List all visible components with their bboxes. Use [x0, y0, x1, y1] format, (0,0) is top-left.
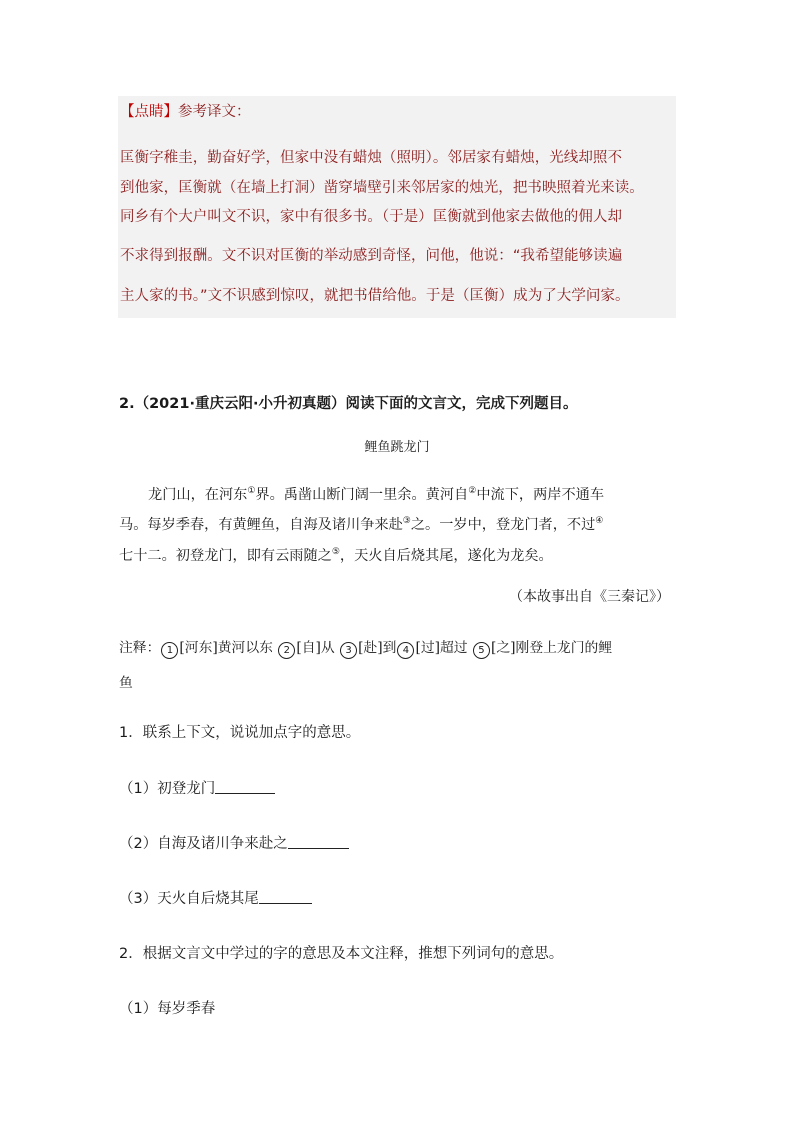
footnote-marker: ⑤	[331, 547, 340, 557]
passage-line-3	[119, 542, 553, 566]
annotation-text: [自]从	[296, 640, 335, 656]
translation-line-3: 同乡有个大户叫文不识，家中有很多书。（于是）匡衡就到他家去做他的佣人却	[120, 209, 622, 225]
annotation-text: [过]超过	[415, 640, 468, 656]
subquestion-2-item-1: （1）每岁季春	[119, 1001, 216, 1017]
passage-text: 中流下，两岸不通车	[476, 487, 605, 503]
translation-line-1: 匡衡字稚圭，勤奋好学，但家中没有蜡烛（照明）。邻居家有蜡烛，光线却照不	[120, 150, 622, 166]
circled-number-4: 4	[397, 642, 414, 659]
annotations-wrap: 鱼	[119, 675, 133, 691]
subquestion-1-item-1	[119, 779, 275, 799]
passage-source: （本故事出自《三秦记》）	[509, 589, 670, 605]
commentary-heading	[120, 102, 251, 122]
commentary-box	[118, 96, 676, 318]
footnote-marker: ②	[468, 486, 477, 496]
footnote-marker: ①	[247, 486, 256, 496]
passage-text: 之。一岁中，登龙门者，不过	[410, 517, 596, 533]
passage-text: 龙门山，在河东	[148, 487, 248, 503]
subquestion-1-prompt: 1．联系上下文，说说加点字的意思。	[119, 725, 361, 741]
commentary-label: 参考译文：	[178, 104, 251, 120]
passage-text: 马。每岁季春，有黄鲤鱼，自海及诸川争来赴	[119, 517, 403, 533]
answer-blank[interactable]	[259, 889, 312, 904]
passage-text: 七十二。初登龙门，即有云雨随之	[119, 548, 332, 564]
circled-number-2: 2	[278, 642, 295, 659]
subquestion-1-item-2	[119, 834, 349, 854]
annotations-line	[119, 638, 612, 659]
circled-number-3: 3	[340, 642, 357, 659]
passage-title: 鲤鱼跳龙门	[364, 440, 430, 455]
answer-blank[interactable]	[215, 779, 275, 794]
annotation-text: [河东]黄河以东	[179, 640, 273, 656]
circled-number-1: 1	[161, 642, 178, 659]
item-text: （2）自海及诸川争来赴之	[119, 836, 288, 852]
item-text: （3）天火自后烧其尾	[119, 891, 259, 907]
passage-text: ，天火自后烧其尾，遂化为龙矣。	[339, 548, 553, 564]
passage-line-1	[148, 481, 604, 505]
commentary-tag: 【点睛】	[120, 104, 178, 120]
annotation-text: [之]刚登上龙门的鲤	[490, 640, 613, 656]
subquestion-2-prompt: 2．根据文言文中学过的字的意思及本文注释，推想下列词句的意思。	[119, 946, 564, 962]
circled-number-5: 5	[473, 642, 490, 659]
annotation-text: [赴]到	[358, 640, 397, 656]
footnote-marker: ③	[402, 516, 411, 526]
question-title: 2.（2021·重庆云阳·小升初真题）阅读下面的文言文，完成下列题目。	[119, 396, 578, 412]
footnote-marker: ④	[595, 516, 604, 526]
translation-line-5: 主人家的书。”文不识感到惊叹，就把书借给他。于是（匡衡）成为了大学问家。	[120, 288, 630, 304]
translation-line-4: 不求得到报酬。文不识对匡衡的举动感到奇怪，问他，他说：“我希望能够读遍	[120, 248, 623, 264]
translation-line-2: 到他家，匡衡就（在墙上打洞）凿穿墙壁引来邻居家的烛光，把书映照着光来读。	[120, 180, 644, 196]
annotations-prefix: 注释：	[119, 640, 161, 656]
item-text: （1）初登龙门	[119, 781, 216, 797]
passage-text: 界。禹凿山断门阔一里余。黄河自	[255, 487, 469, 503]
answer-blank[interactable]	[288, 834, 349, 849]
subquestion-1-item-3	[119, 889, 312, 909]
passage-line-2	[119, 511, 603, 535]
